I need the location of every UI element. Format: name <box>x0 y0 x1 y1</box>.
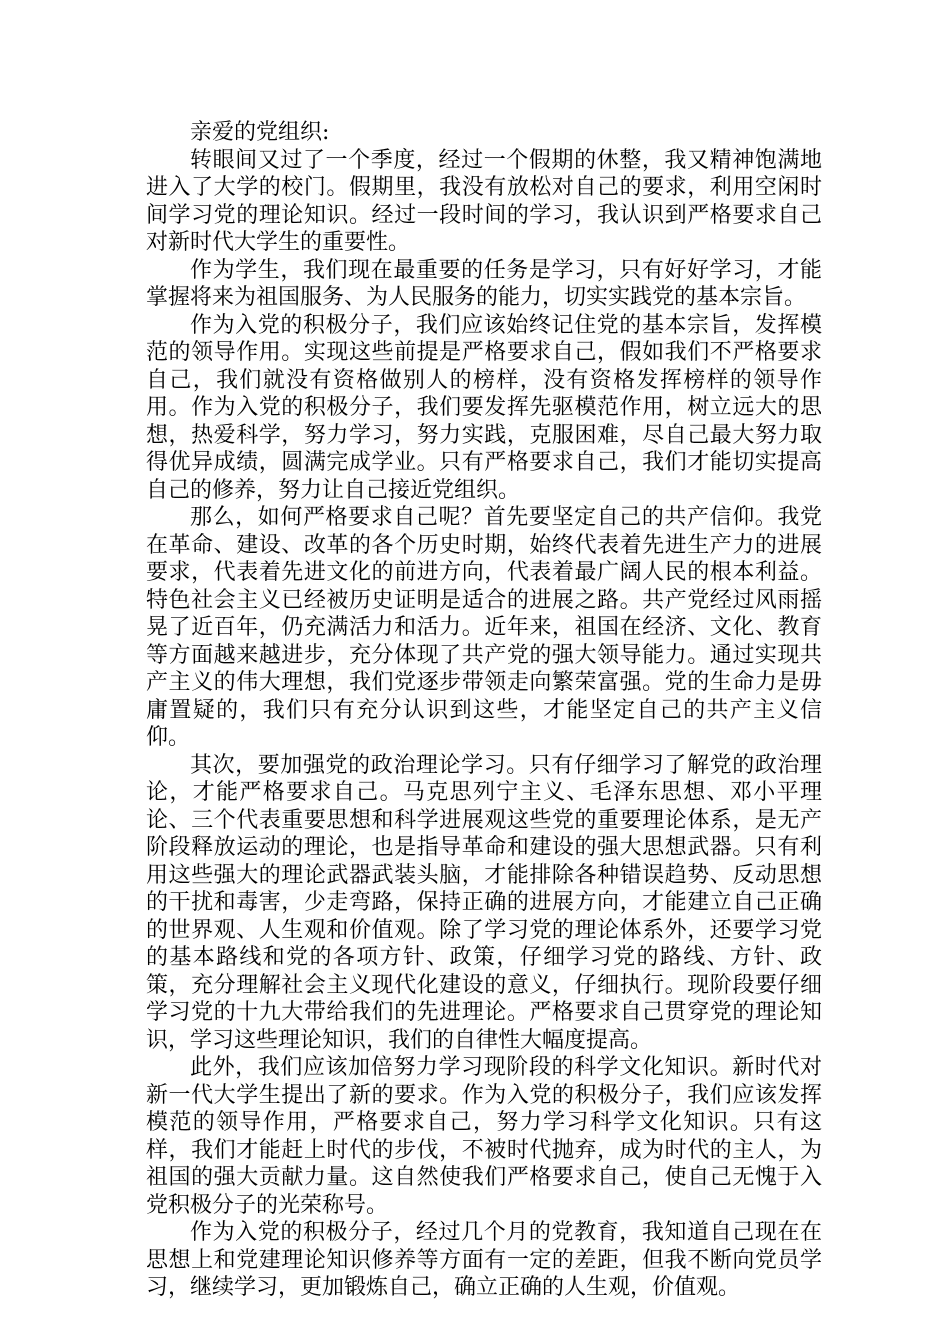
paragraph-6: 此外，我们应该加倍努力学习现阶段的科学文化知识。新时代对新一代大学生提出了新的要求。作为入党的积极分子，我们应该发挥模范的领导作用，严格要求自己，努力学习科学文化知识。只有这样，我们才能赶上时代的步伐，不被时代抛弃，成为时代的主人，为祖国的强大贡献力量。这自然使我们严格要求自己，使自己无愧于入党积极分子的光荣称号。 <box>146 1055 822 1218</box>
letter-body <box>146 119 822 1302</box>
paragraph-7: 作为入党的积极分子，经过几个月的党教育，我知道自己现在在思想上和党建理论知识修养等方面有一定的差距，但我不断向党员学习，继续学习，更加锻炼自己，确立正确的人生观，价值观。 <box>146 1220 822 1300</box>
paragraph-3: 作为入党的积极分子，我们应该始终记住党的基本宗旨，发挥模范的领导作用。实现这些前提是严格要求自己，假如我们不严格要求自己，我们就没有资格做别人的榜样，没有资格发挥榜样的领导作用。作为入党的积极分子，我们要发挥先驱模范作用，树立远大的思想，热爱科学，努力学习，努力实践，克服困难，尽自己最大努力取得优异成绩，圆满完成学业。只有严格要求自己，我们才能切实提高自己的修养，努力让自己接近党组织。 <box>146 312 822 503</box>
paragraph-4: 那么，如何严格要求自己呢？首先要坚定自己的共产信仰。我党在革命、建设、改革的各个历史时期，始终代表着先进生产力的进展要求，代表着先进文化的前进方向，代表着最广阔人民的根本利益。特色社会主义已经被历史证明是适合的进展之路。共产党经过风雨摇晃了近百年，仍充满活力和活力。近年来，祖国在经济、文化、教育等方面越来越进步，充分体现了共产党的强大领导能力。通过实现共产主义的伟大理想，我们党逐步带领走向繁荣富强。党的生命力是毋庸置疑的，我们只有充分认识到这些，才能坚定自己的共产主义信仰。 <box>146 505 822 750</box>
paragraph-5: 其次，要加强党的政治理论学习。只有仔细学习了解党的政治理论，才能严格要求自己。马克思列宁主义、毛泽东思想、邓小平理论、三个代表重要思想和科学进展观这些党的重要理论体系，是无产阶段释放运动的理论，也是指导革命和建设的强大思想武器。只有利用这些强大的理论武器武装头脑，才能排除各种错误趋势、反动思想的干扰和毒害，少走弯路，保持正确的进展方向，才能建立自己正确的世界观、人生观和价值观。除了学习党的理论体系外，还要学习党的基本路线和党的各项方针、政策，仔细学习党的路线、方针、政策，充分理解社会主义现代化建设的意义，仔细执行。现阶段要仔细学习党的十九大带给我们的先进理论。严格要求自己贯穿党的理论知识，学习这些理论知识，我们的自律性大幅度提高。 <box>146 752 822 1053</box>
salutation: 亲爱的党组织: <box>190 120 330 145</box>
paragraph-1: 转眼间又过了一个季度，经过一个假期的休整，我又精神饱满地进入了大学的校门。假期里，我没有放松对自己的要求，利用空闲时间学习党的理论知识。经过一段时间的学习，我认识到严格要求自己对新时代大学生的重要性。 <box>146 147 822 255</box>
paragraph-2: 作为学生，我们现在最重要的任务是学习，只有好好学习，才能掌握将来为祖国服务、为人民服务的能力，切实实践党的基本宗旨。 <box>146 257 822 310</box>
